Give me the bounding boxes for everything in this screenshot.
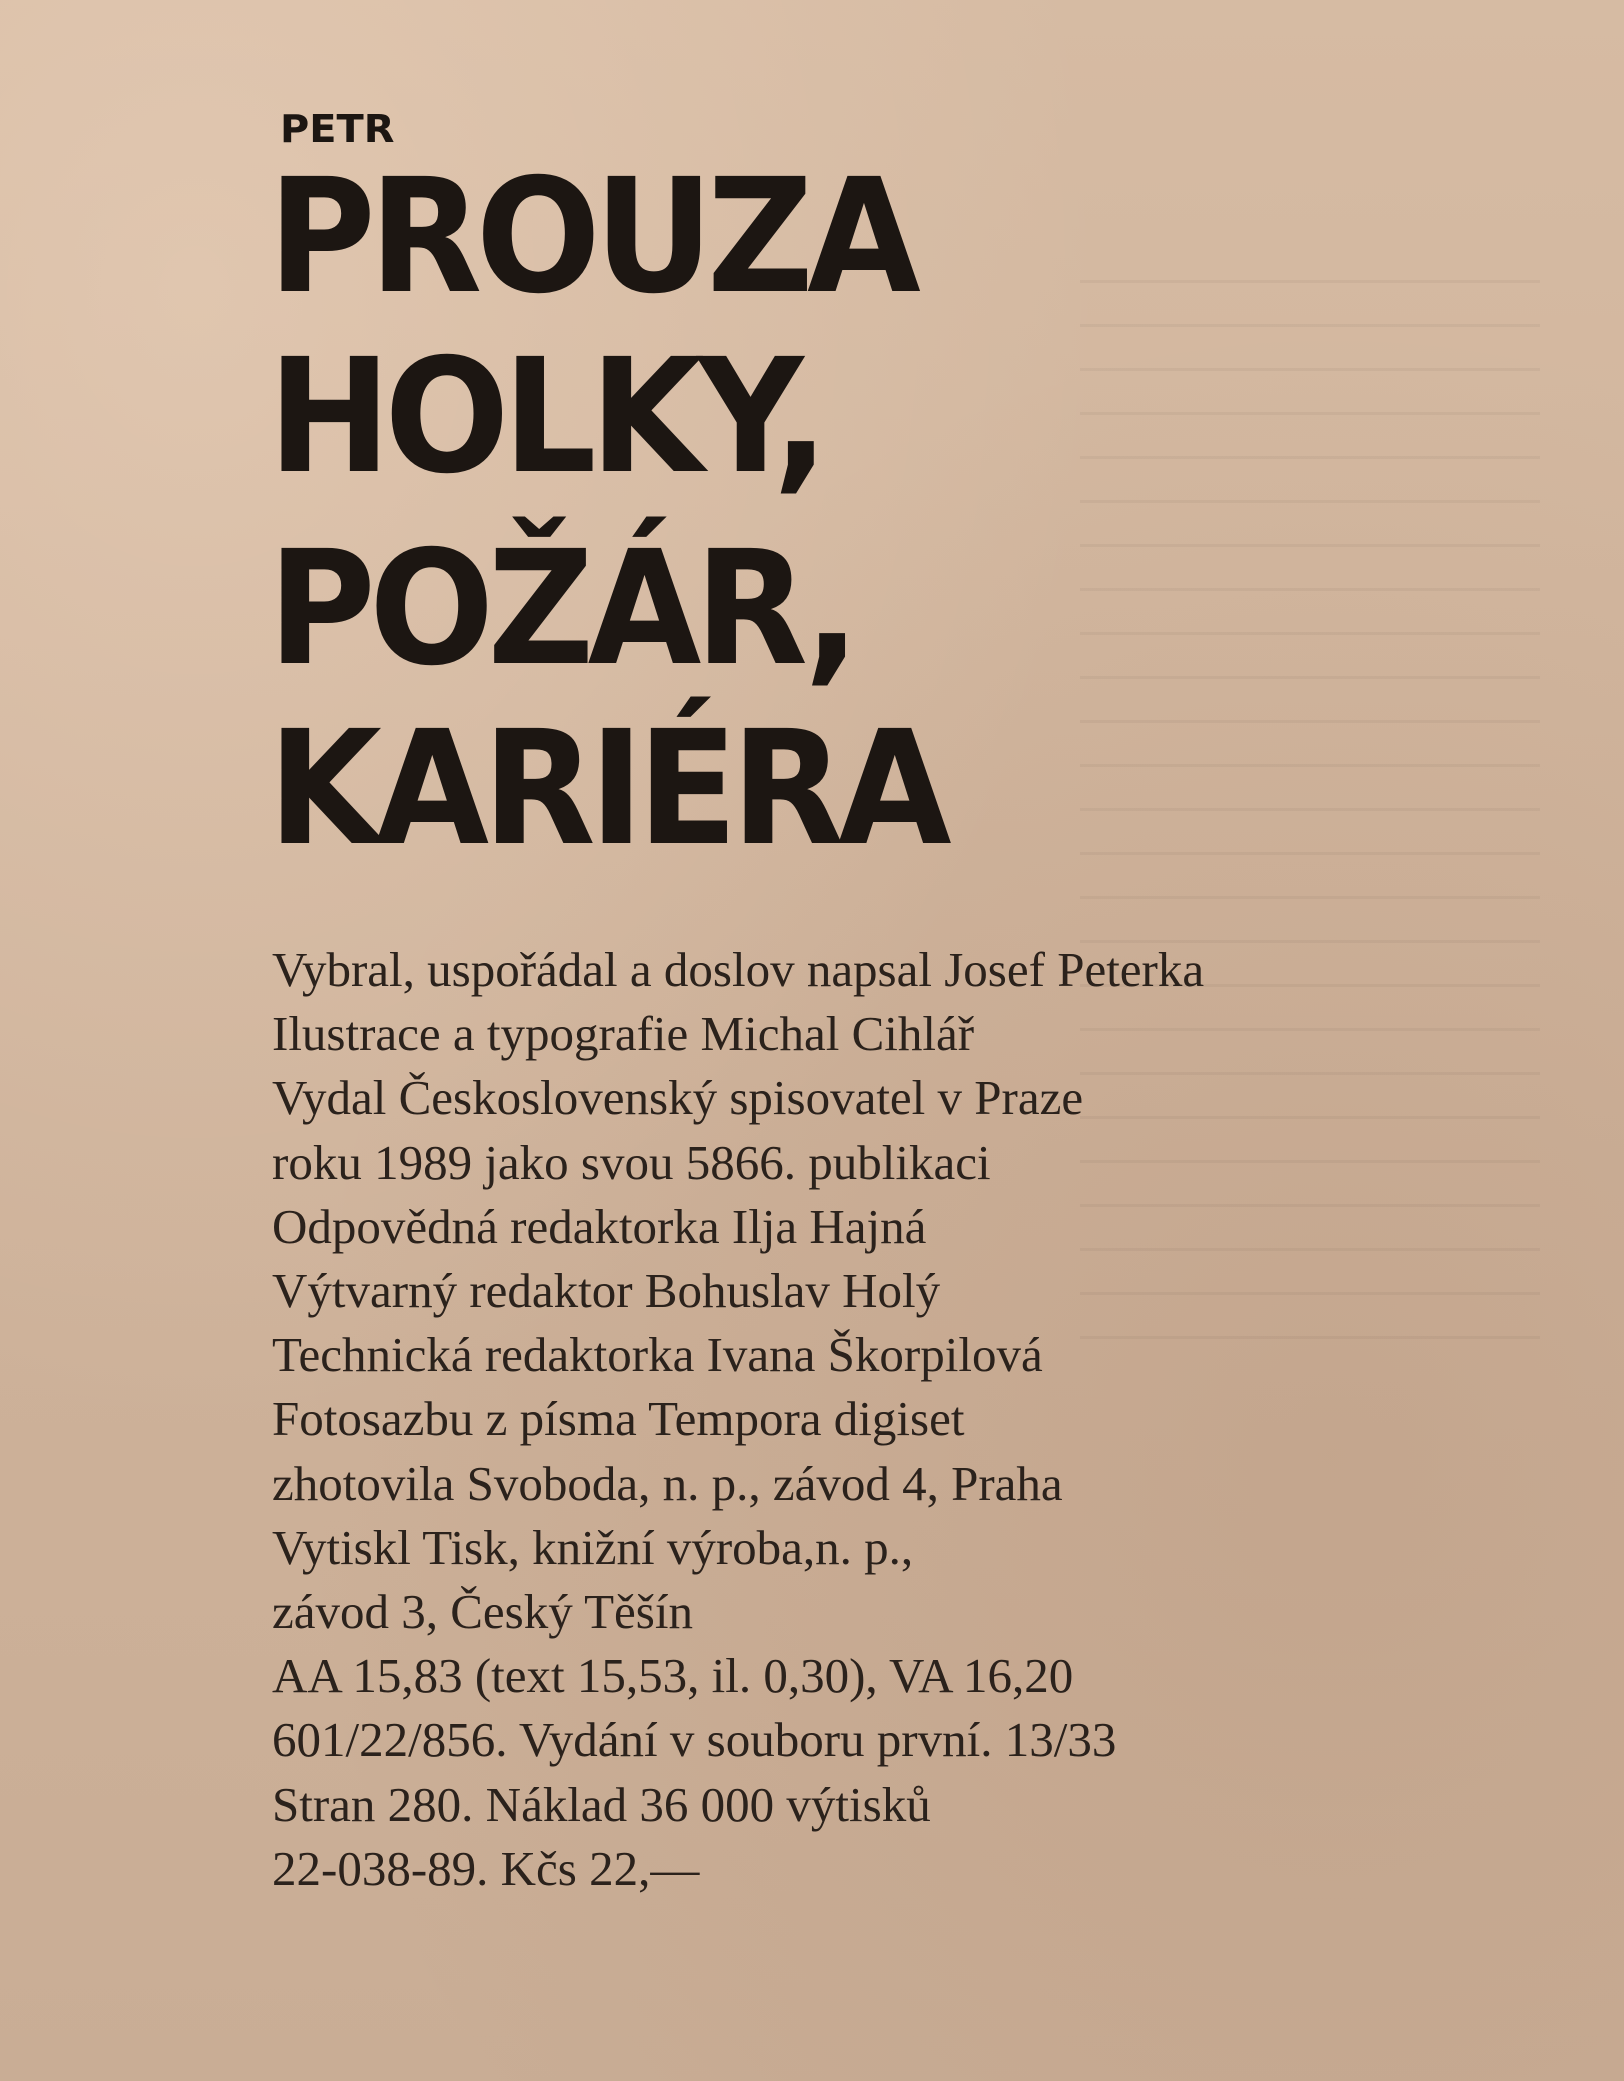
- author-first-name: PETR: [280, 107, 395, 151]
- imprint-line-printer-location: závod 3, Český Těšín: [272, 1584, 693, 1640]
- imprint-line-typesetter: zhotovila Svoboda, n. p., závod 4, Praha: [272, 1455, 1063, 1511]
- imprint-line-illustrator: Ilustrace a typografie Michal Cihlář: [272, 1006, 975, 1062]
- title-line-1: PROUZA: [268, 145, 915, 329]
- imprint-line-art-editor: Výtvarný redaktor Bohuslav Holý: [272, 1263, 941, 1319]
- imprint-line-price: 22-038-89. Kčs 22,—: [272, 1840, 700, 1896]
- imprint-line-technical-editor: Technická redaktorka Ivana Škorpilová: [272, 1327, 1043, 1383]
- imprint-line-sheets: AA 15,83 (text 15,53, il. 0,30), VA 16,20: [272, 1648, 1074, 1704]
- title-line-3: POŽÁR,: [268, 517, 854, 701]
- imprint-line-publisher: Vydal Československý spisovatel v Praze: [272, 1070, 1084, 1126]
- imprint-line-printer: Vytiskl Tisk, knižní výroba,n. p.,: [272, 1519, 914, 1575]
- imprint-line-responsible-editor: Odpovědná redaktorka Ilja Hajná: [272, 1198, 927, 1254]
- imprint-line-editor: Vybral, uspořádal a doslov napsal Josef Peterka: [272, 942, 1205, 997]
- imprint-line-typesetting: Fotosazbu z písma Tempora digiset: [272, 1391, 965, 1447]
- title-line-2: HOLKY,: [268, 325, 823, 509]
- imprint-block: [272, 938, 1204, 1901]
- title-line-4: KARIÉRA: [268, 697, 946, 881]
- imprint-line-edition: 601/22/856. Vydání v souboru první. 13/33: [272, 1712, 1117, 1768]
- imprint-line-year: roku 1989 jako svou 5866. publikaci: [272, 1134, 991, 1190]
- imprint-line-pages-print-run: Stran 280. Náklad 36 000 výtisků: [272, 1776, 931, 1832]
